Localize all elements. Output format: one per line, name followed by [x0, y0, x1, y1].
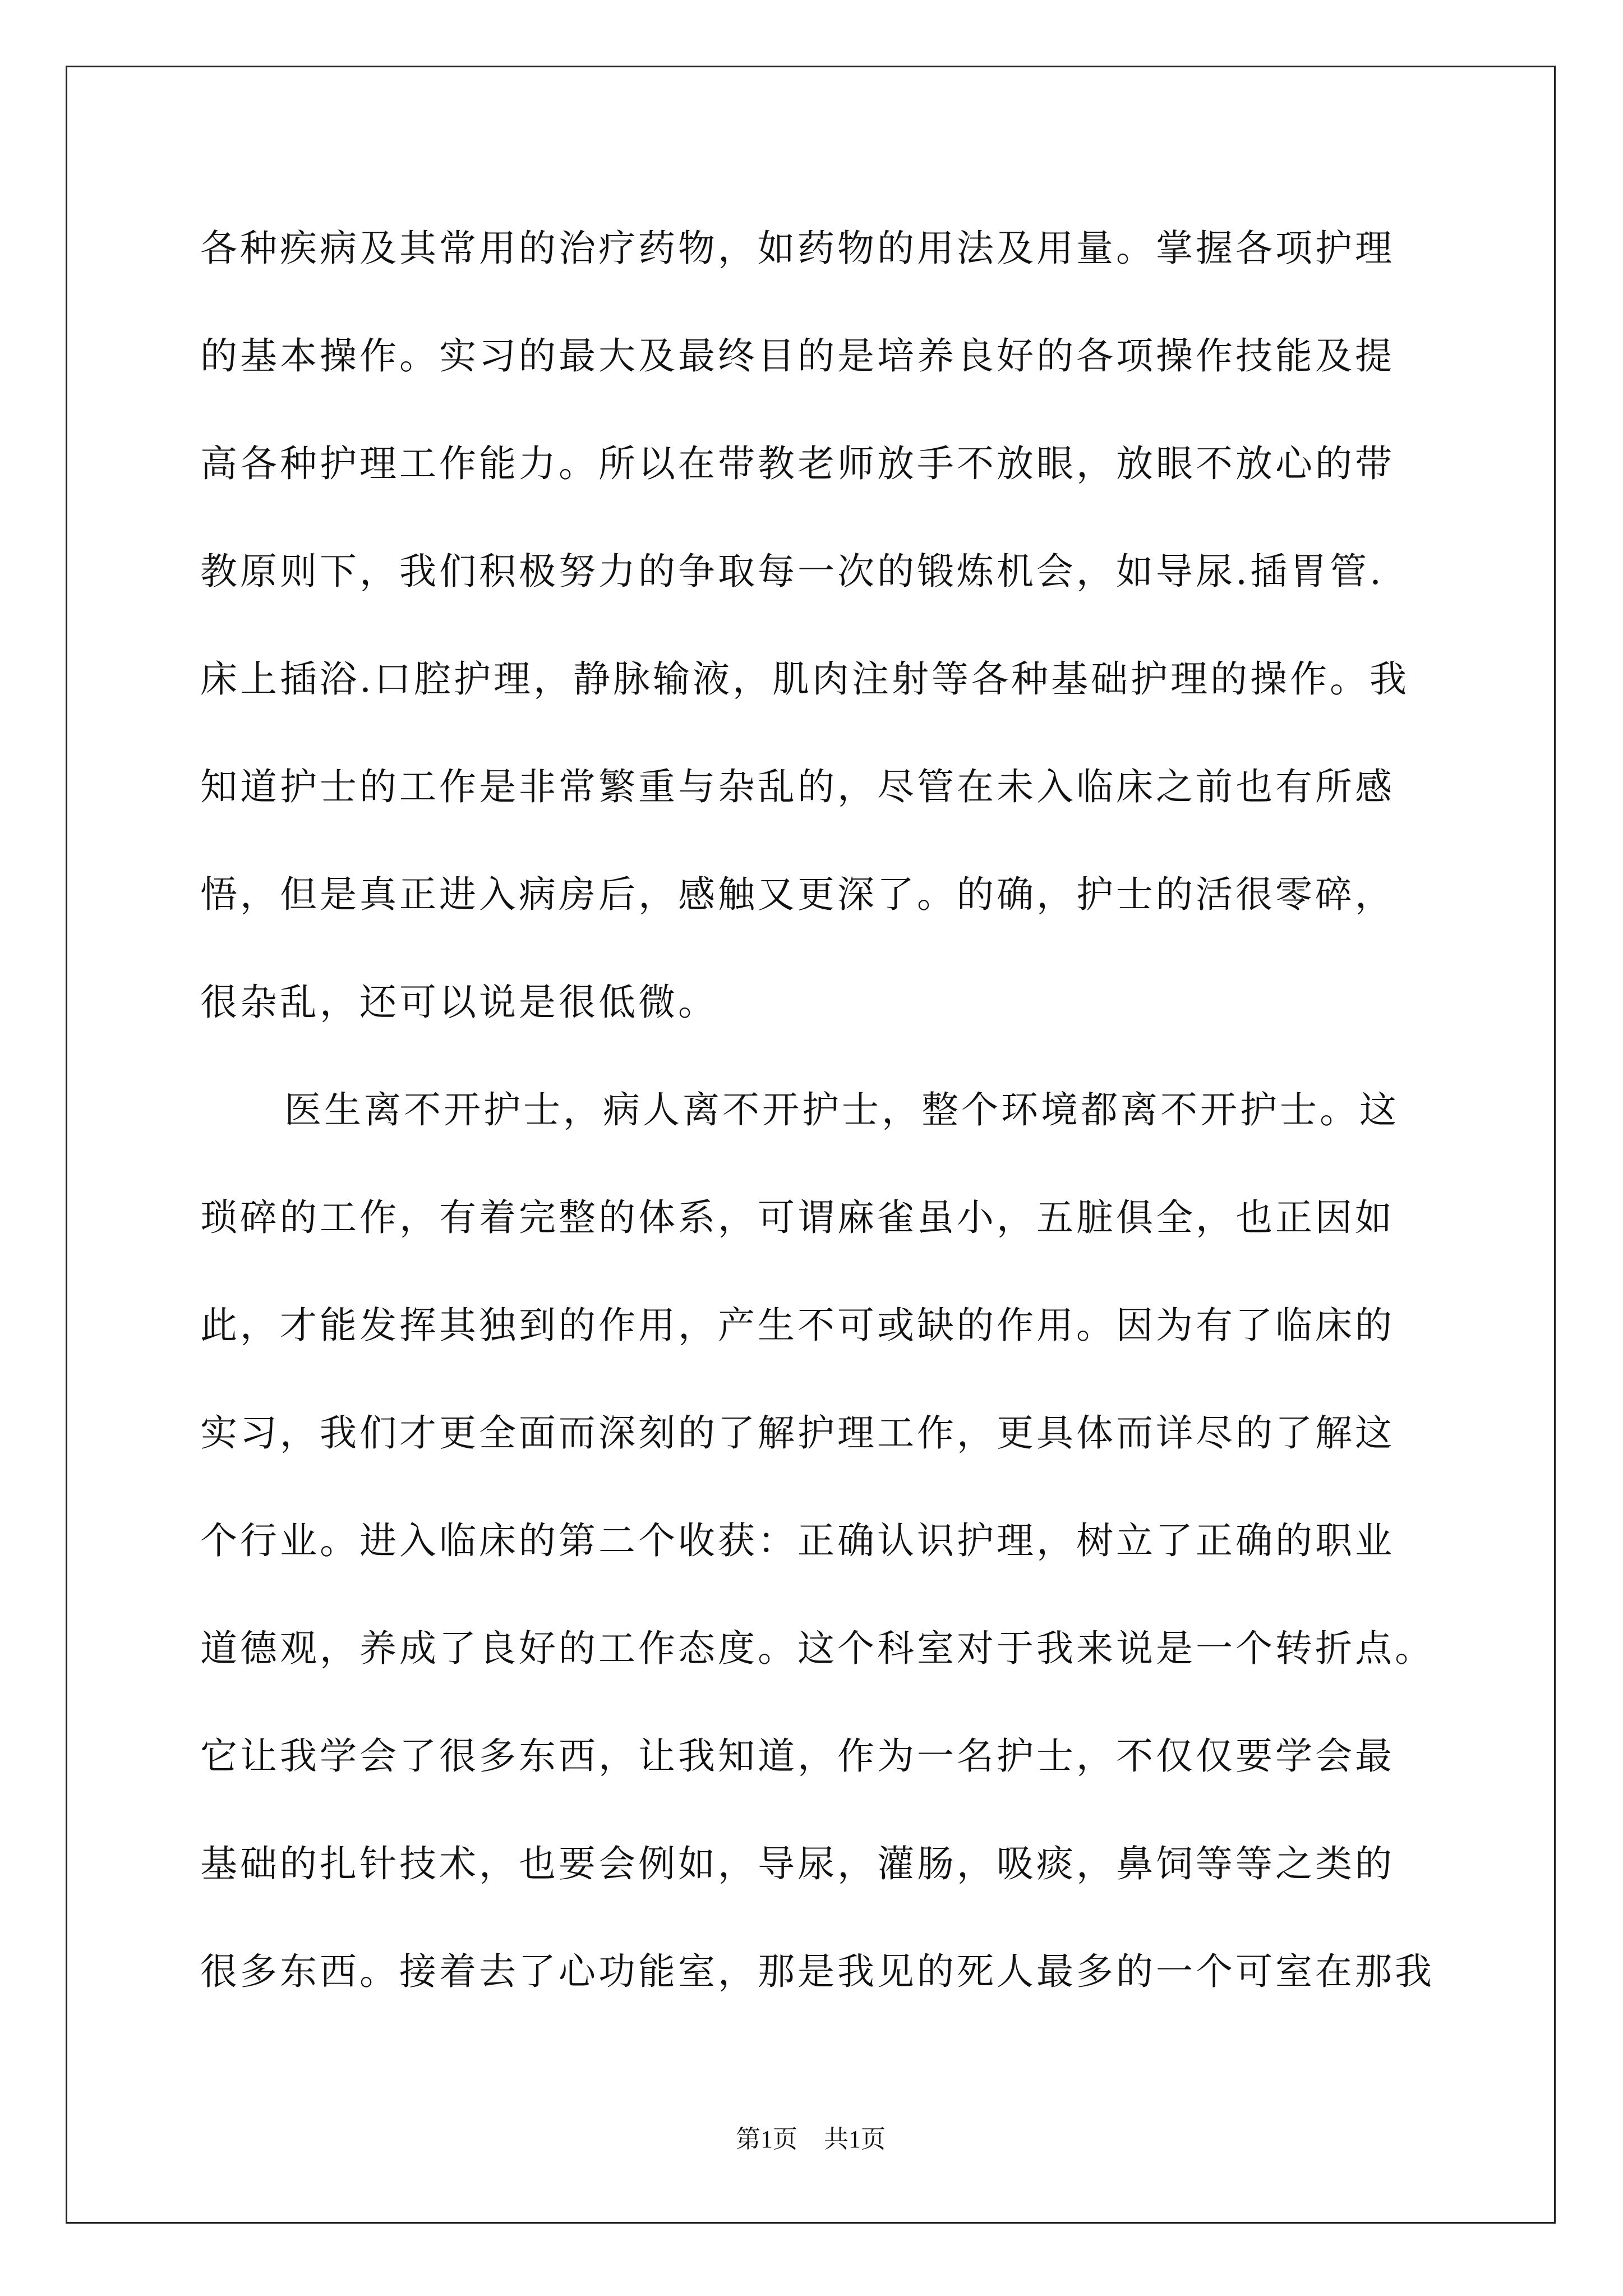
text-line: 琐碎的工作，有着完整的体系，可谓麻雀虽小，五脏俱全，也正因如 — [200, 1196, 1395, 1239]
text-line: 基础的扎针技术，也要会例如，导尿，灌肠，吸痰，鼻饲等等之类的 — [200, 1842, 1395, 1885]
page-number: 第1页 — [736, 2125, 797, 2153]
page-footer — [67, 2119, 1554, 2155]
text-line: 它让我学会了很多东西，让我知道，作为一名护士，不仅仅要学会最 — [200, 1734, 1395, 1778]
text-line: 床上插浴.口腔护理，静脉输液，肌肉注射等各种基础护理的操作。我 — [200, 657, 1409, 701]
text-line: 教原则下，我们积极努力的争取每一次的锻炼机会，如导尿.插胃管. — [200, 550, 1384, 593]
text-line: 各种疾病及其常用的治疗药物，如药物的用法及用量。掌握各项护理 — [200, 227, 1395, 270]
text-line: 很多东西。接着去了心功能室，那是我见的死人最多的一个可室在那我 — [200, 1950, 1435, 1993]
text-line: 很杂乱，还可以说是很低微。 — [200, 981, 718, 1024]
paragraph-first-line: 医生离不开护士，病人离不开护士，整个环境都离不开护士。这 — [284, 1088, 1399, 1131]
text-line: 实习，我们才更全面而深刻的了解护理工作，更具体而详尽的了解这 — [200, 1411, 1395, 1455]
text-line: 此，才能发挥其独到的作用，产生不可或缺的作用。因为有了临床的 — [200, 1304, 1395, 1347]
text-line: 道德观，养成了良好的工作态度。这个科室对于我来说是一个转折点。 — [200, 1627, 1435, 1670]
text-line: 个行业。进入临床的第二个收获：正确认识护理，树立了正确的职业 — [200, 1519, 1395, 1562]
text-line: 悟，但是真正进入病房后，感触又更深了。的确，护士的活很零碎， — [200, 873, 1395, 916]
text-line: 高各种护理工作能力。所以在带教老师放手不放眼，放眼不放心的带 — [200, 442, 1395, 485]
page-total: 共1页 — [824, 2125, 886, 2153]
document-body — [67, 67, 1554, 2222]
page-border — [66, 66, 1556, 2224]
text-line: 的基本操作。实习的最大及最终目的是培养良好的各项操作技能及提 — [200, 334, 1395, 378]
text-line: 知道护士的工作是非常繁重与杂乱的，尽管在未入临床之前也有所感 — [200, 765, 1395, 808]
